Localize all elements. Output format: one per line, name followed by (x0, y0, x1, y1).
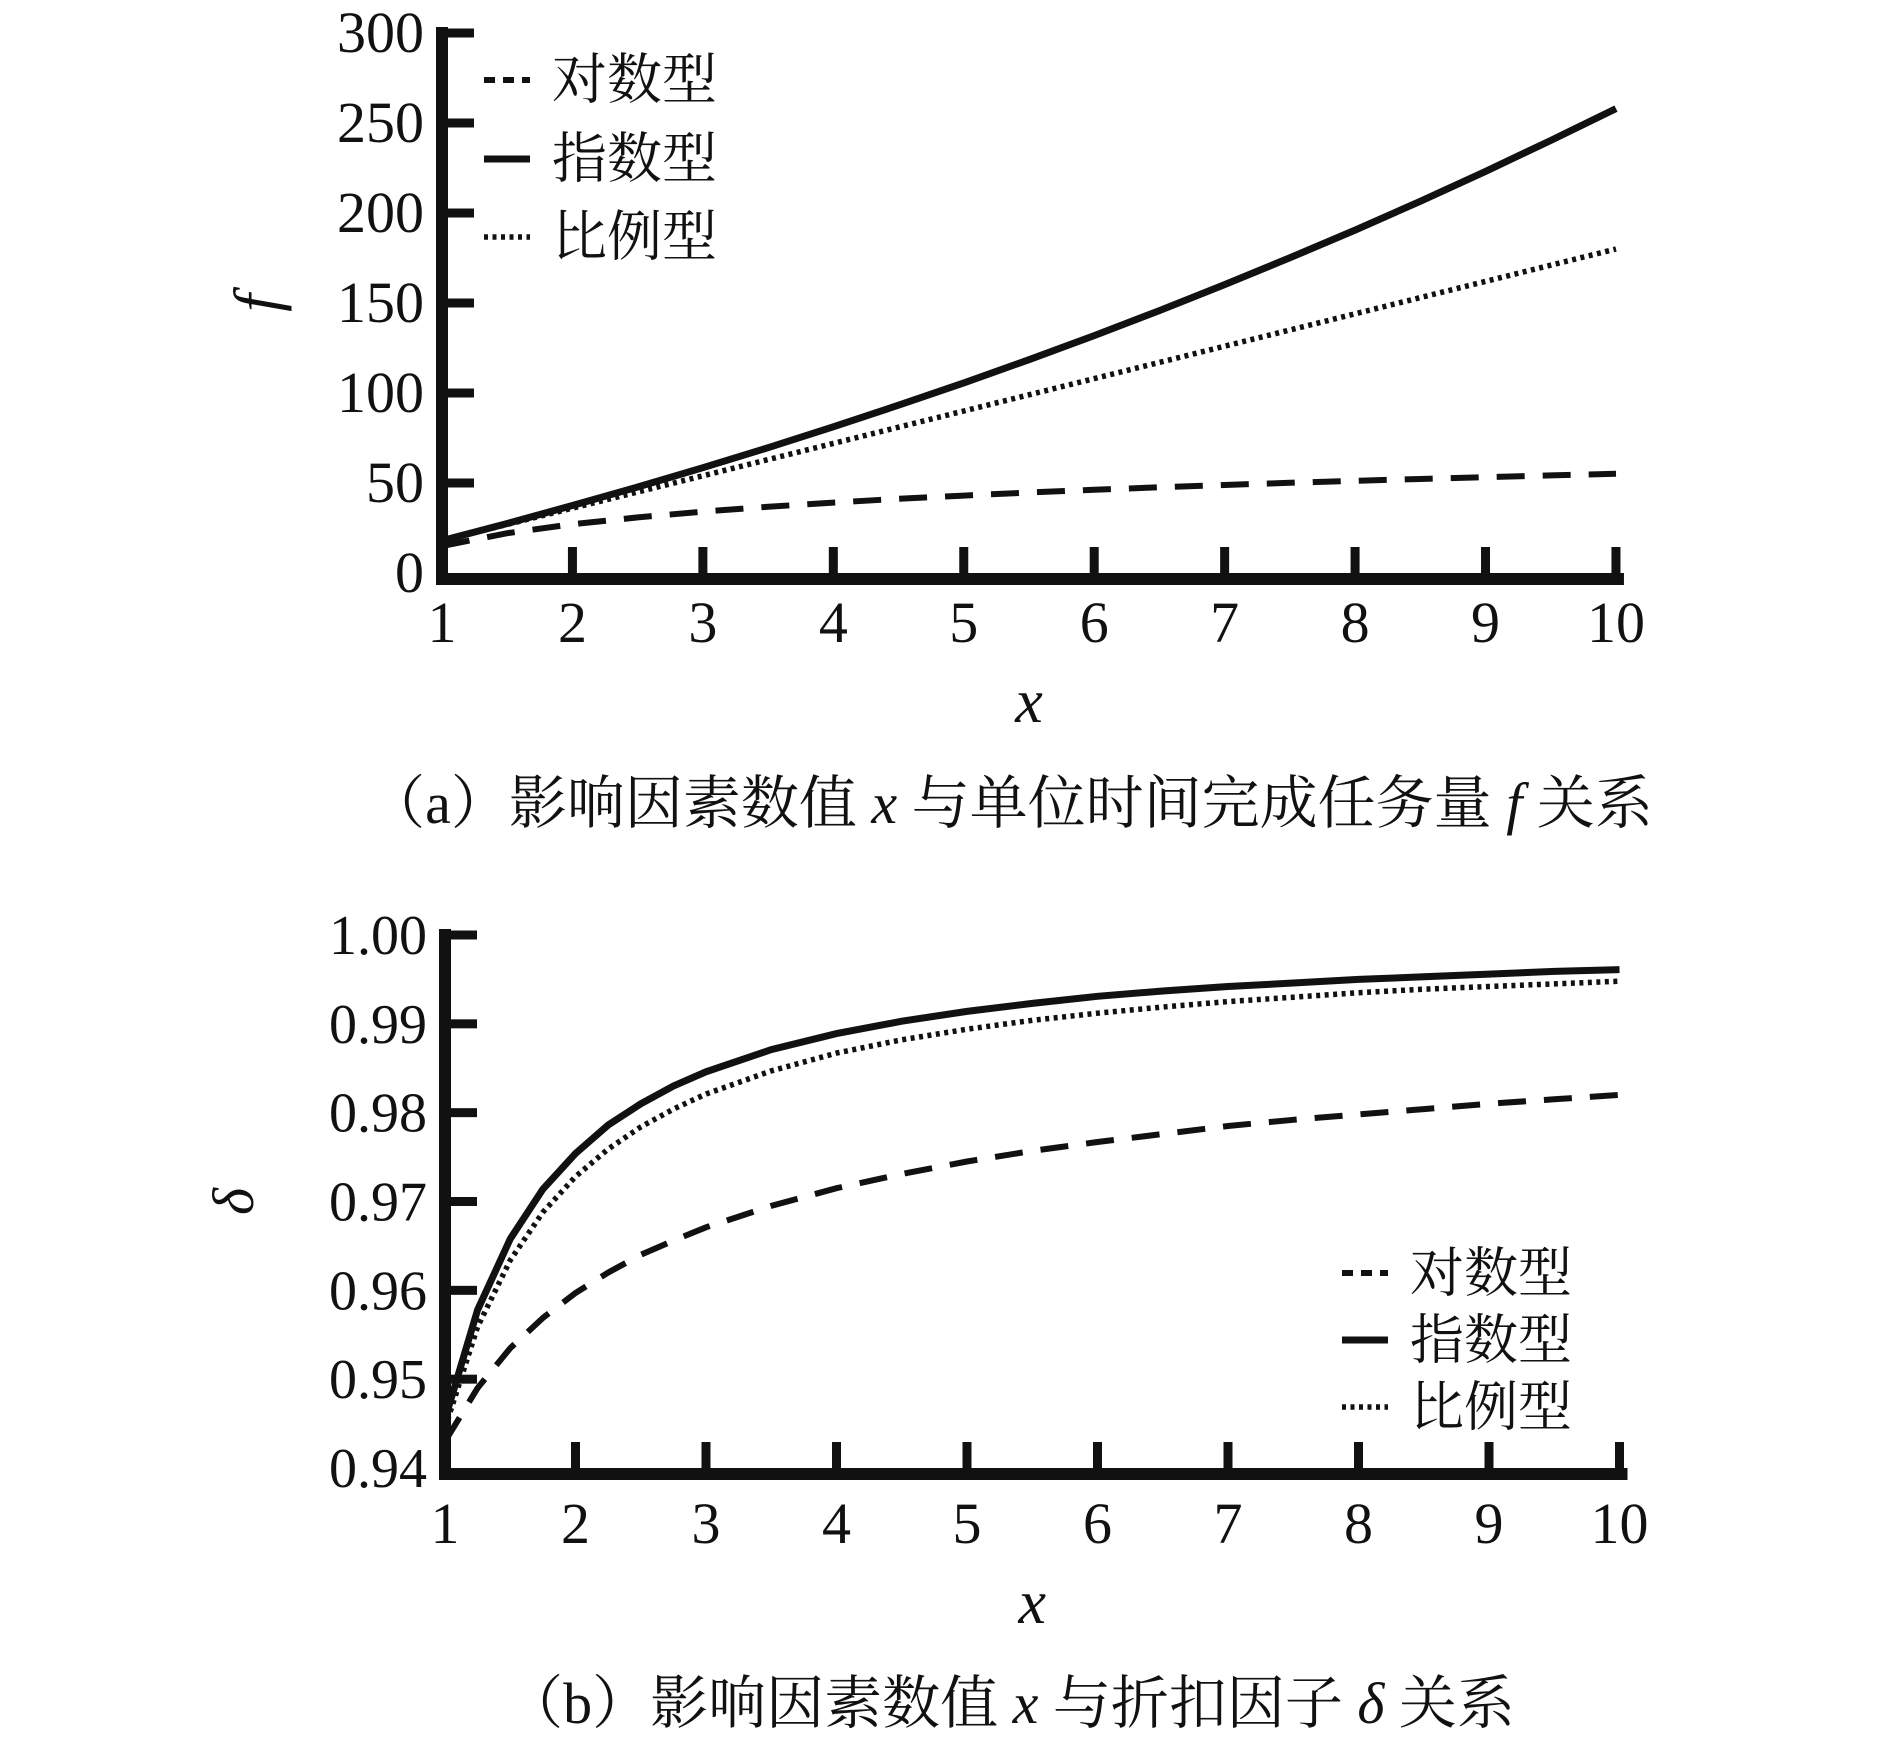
y-tick-label: 150 (337, 270, 424, 335)
y-tick (451, 1286, 477, 1295)
y-tick (451, 931, 477, 940)
x-axis-label: x (1018, 1569, 1047, 1637)
legend-label: 指数型 (1410, 1310, 1572, 1371)
x-tick (698, 547, 707, 573)
x-tick (1481, 547, 1490, 573)
x-tick (1090, 547, 1099, 573)
chart-a-caption (0, 756, 1890, 840)
caption-a-var-f: f (1506, 771, 1523, 836)
chart-a-canvas (0, 0, 1890, 745)
x-ticks (571, 1442, 1624, 1468)
caption-b-text: （b）影响因素数值 (505, 1671, 1013, 1736)
y-tick-label: 0.94 (329, 1438, 427, 1500)
x-tick-label: 10 (1586, 590, 1645, 655)
y-tick-label: 0 (395, 540, 424, 605)
series-proportional (442, 249, 1616, 541)
y-axis-label: δ (201, 1188, 266, 1215)
legend-item-proportional (484, 207, 717, 268)
legend-label: 比例型 (1410, 1377, 1572, 1438)
x-tick (829, 547, 838, 573)
legend-label: 对数型 (552, 49, 718, 111)
x-tick-label: 5 (949, 590, 979, 655)
caption-b-text2: 与折扣因子 (1038, 1671, 1358, 1736)
legend-item-exponential (1342, 1310, 1572, 1370)
x-tick (963, 1442, 972, 1468)
x-tick (571, 1442, 580, 1468)
x-tick-label: 7 (1210, 590, 1240, 655)
y-tick (448, 299, 474, 308)
chart-b-canvas (0, 870, 1890, 1640)
caption-b-text3: 关系 (1384, 1671, 1515, 1736)
x-tick (1611, 547, 1620, 573)
x-tick-label: 7 (1213, 1491, 1243, 1556)
y-tick-label: 250 (337, 90, 424, 155)
y-axis (436, 27, 448, 585)
caption-a-var-x: x (871, 771, 898, 836)
x-tick-label: 9 (1471, 590, 1501, 655)
y-tick (451, 1108, 477, 1117)
x-tick-label: 3 (691, 1491, 721, 1556)
legend-label: 对数型 (1410, 1243, 1572, 1304)
y-tick (451, 1197, 477, 1206)
x-tick (1485, 1442, 1494, 1468)
y-tick-label: 0.97 (329, 1171, 427, 1234)
y-tick (448, 119, 474, 128)
x-tick-label: 4 (818, 590, 848, 655)
y-tick-label: 100 (337, 360, 424, 425)
x-tick (832, 1442, 841, 1468)
caption-a-text2: 与单位时间完成任务量 (897, 771, 1507, 836)
y-tick (448, 479, 474, 488)
x-tick-labels (428, 590, 1645, 655)
x-ticks (568, 547, 1621, 573)
y-tick-label: 200 (337, 180, 424, 245)
legend (484, 50, 717, 268)
x-tick (1224, 1442, 1233, 1468)
x-tick-label: 3 (688, 590, 718, 655)
x-tick-label: 6 (1079, 590, 1109, 655)
legend-item-logarithmic (484, 50, 717, 111)
x-tick-label: 2 (557, 590, 587, 655)
chart-b-caption (0, 1656, 1890, 1740)
y-axis-label: f (221, 294, 292, 312)
legend-label: 指数型 (552, 128, 718, 190)
x-tick (959, 547, 968, 573)
x-tick-label: 9 (1474, 1491, 1504, 1556)
x-tick-label: 8 (1344, 1491, 1373, 1556)
y-tick-labels (337, 0, 424, 605)
caption-a-text3: 关系 (1522, 771, 1653, 836)
y-tick (448, 389, 474, 398)
y-tick-label: 0.95 (329, 1349, 427, 1412)
caption-a-text: （a）影响因素数值 (367, 771, 872, 836)
x-tick-label: 8 (1340, 590, 1370, 655)
legend-item-exponential (484, 129, 717, 190)
y-tick-label: 0.99 (329, 993, 427, 1056)
x-tick-label: 6 (1083, 1491, 1112, 1556)
x-tick-label: 1 (427, 590, 457, 655)
x-axis-label: x (1015, 668, 1043, 736)
x-tick-label: 4 (822, 1491, 851, 1556)
y-ticks (448, 29, 474, 488)
x-tick-label: 1 (430, 1491, 460, 1556)
x-tick (1093, 1442, 1102, 1468)
y-tick-labels (329, 905, 427, 1500)
y-tick (448, 29, 474, 38)
y-tick-label: 0.98 (329, 1082, 427, 1145)
x-tick (702, 1442, 711, 1468)
x-tick (1351, 547, 1360, 573)
y-tick (448, 209, 474, 218)
legend-item-logarithmic (1342, 1243, 1572, 1303)
x-tick (568, 547, 577, 573)
x-tick-label: 10 (1590, 1491, 1649, 1556)
y-tick-label: 0.96 (329, 1260, 427, 1323)
caption-b-var-x: x (1012, 1671, 1039, 1736)
legend-label: 比例型 (552, 206, 718, 268)
x-axis (436, 573, 1624, 585)
y-tick (451, 1019, 477, 1028)
caption-b-var-delta: δ (1357, 1671, 1385, 1736)
y-tick-label: 300 (337, 0, 424, 65)
y-tick-label: 1.00 (329, 905, 427, 967)
x-tick-label: 2 (561, 1491, 590, 1556)
x-tick-labels (431, 1491, 1649, 1556)
legend-item-proportional (1342, 1377, 1572, 1437)
x-tick (1220, 547, 1229, 573)
series-lines (445, 970, 1620, 1442)
legend (1342, 1243, 1572, 1437)
x-tick (1354, 1442, 1363, 1468)
x-tick (1615, 1442, 1624, 1468)
x-tick-label: 5 (952, 1491, 982, 1556)
x-axis (439, 1468, 1628, 1480)
y-tick-label: 50 (366, 450, 424, 515)
series-logarithmic (442, 474, 1616, 546)
